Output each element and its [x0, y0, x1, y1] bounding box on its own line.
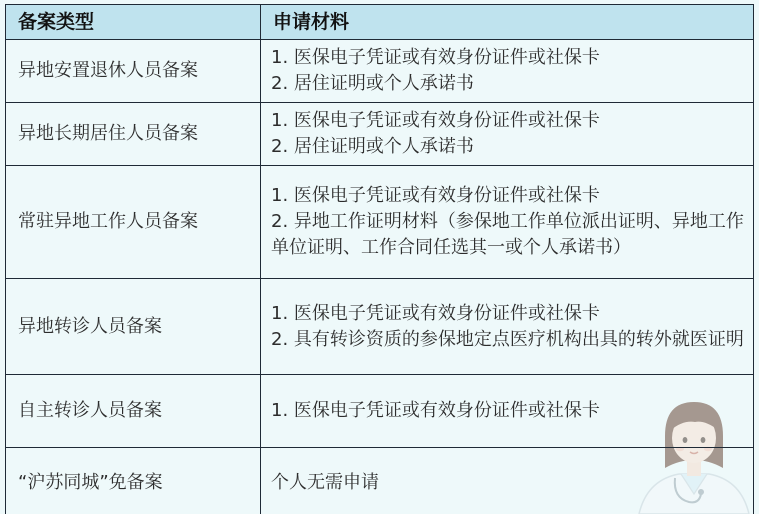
header-filing-type: 备案类型 — [6, 5, 261, 40]
material-item: 2. 异地工作证明材料（参保地工作单位派出证明、异地工作单位证明、工作合同任选其一或个人承诺书） — [271, 211, 744, 258]
table-row — [6, 375, 754, 448]
filing-type-cell: 自主转诊人员备案 — [6, 375, 261, 448]
materials-cell — [261, 448, 754, 514]
table-row — [6, 279, 754, 375]
filing-type-cell: 常驻异地工作人员备案 — [6, 166, 261, 279]
material-item: 2. 居住证明或个人承诺书 — [271, 136, 474, 157]
filing-type-cell: 异地安置退休人员备案 — [6, 40, 261, 103]
materials-cell — [261, 40, 754, 103]
material-item: 1. 医保电子凭证或有效身份证件或社保卡 — [271, 400, 600, 421]
table-row — [6, 40, 754, 103]
table-row — [6, 166, 754, 279]
table-header-row — [6, 5, 754, 40]
table-row — [6, 448, 754, 514]
materials-cell — [261, 166, 754, 279]
materials-cell — [261, 279, 754, 375]
table-row — [6, 103, 754, 166]
filing-type-cell: 异地长期居住人员备案 — [6, 103, 261, 166]
material-item: 2. 居住证明或个人承诺书 — [271, 73, 474, 94]
material-item: 2. 具有转诊资质的参保地定点医疗机构出具的转外就医证明 — [271, 328, 744, 350]
material-item: 1. 医保电子凭证或有效身份证件或社保卡 — [271, 185, 600, 206]
materials-cell — [261, 103, 754, 166]
material-item: 1. 医保电子凭证或有效身份证件或社保卡 — [271, 302, 600, 324]
material-item: 1. 医保电子凭证或有效身份证件或社保卡 — [271, 47, 600, 68]
header-application-materials: 申请材料 — [261, 5, 754, 40]
filing-materials-table — [5, 4, 754, 514]
filing-type-cell: 异地转诊人员备案 — [6, 279, 261, 375]
material-item: 个人无需申请 — [271, 471, 379, 493]
filing-type-cell: “沪苏同城”免备案 — [6, 448, 261, 514]
materials-cell — [261, 375, 754, 448]
material-item: 1. 医保电子凭证或有效身份证件或社保卡 — [271, 110, 600, 131]
